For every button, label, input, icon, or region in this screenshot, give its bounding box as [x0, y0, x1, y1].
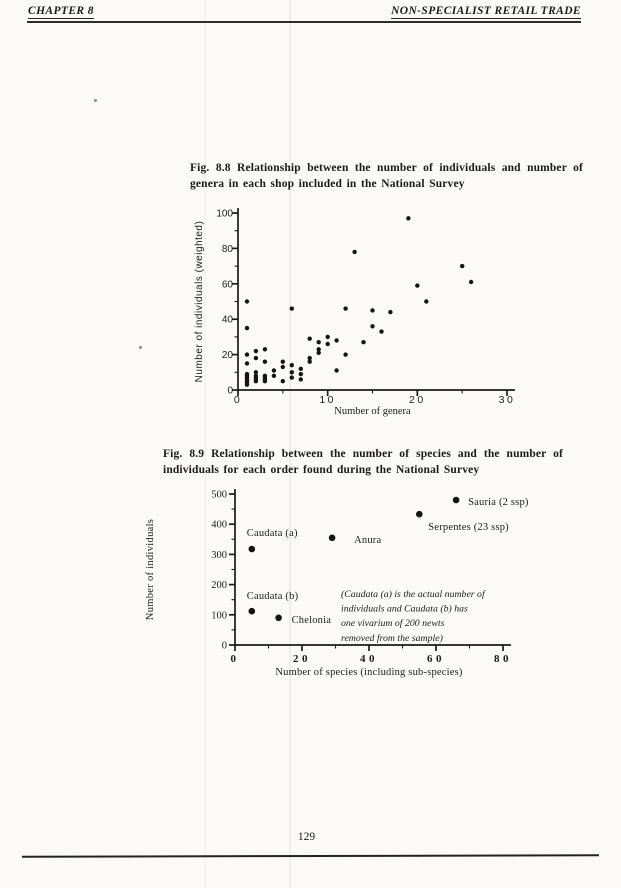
data-point: [275, 615, 282, 622]
header-section-title: NON-SPECIALIST RETAIL TRADE: [391, 5, 581, 17]
point-label: Caudata (b): [246, 591, 299, 603]
data-point: [299, 372, 303, 376]
data-point: [245, 326, 249, 330]
header-rule: [27, 21, 581, 23]
x-tick-label: 20: [293, 653, 311, 665]
y-tick-label: 400: [211, 519, 227, 531]
data-point: [370, 308, 374, 312]
y-tick-label: 20: [221, 350, 233, 362]
data-point: [469, 280, 473, 284]
x-axis-label: Number of species (including sub-species): [275, 667, 463, 678]
data-point: [254, 349, 258, 353]
y-tick-label: 40: [221, 314, 233, 326]
chart-annotation-line: one vivarium of 200 newts: [341, 618, 445, 630]
y-tick-label: 200: [211, 580, 227, 592]
y-tick-label: 300: [211, 549, 227, 561]
data-point: [290, 363, 294, 367]
scan-artifact-line: [289, 0, 291, 888]
y-tick-label: 60: [221, 279, 233, 291]
data-point: [249, 546, 256, 553]
chart-annotation-line: (Caudata (a) is the actual number of: [341, 589, 485, 600]
y-tick-label: 80: [221, 243, 233, 255]
data-point: [299, 367, 303, 371]
y-axis-label: Number of individuals (weighted): [194, 220, 205, 383]
x-tick-label: 40: [360, 653, 378, 665]
chart-annotation-line: removed from the sample): [341, 632, 443, 644]
data-point: [334, 338, 338, 342]
page-header: [28, 5, 581, 19]
data-point: [415, 283, 419, 287]
data-point: [416, 511, 423, 518]
point-label: Anura: [354, 534, 382, 546]
data-point: [245, 361, 249, 365]
data-point: [263, 347, 267, 351]
data-point: [343, 306, 347, 310]
data-point: [317, 351, 321, 355]
data-point: [388, 310, 392, 314]
data-point: [352, 250, 356, 254]
data-point: [460, 264, 464, 268]
data-point: [272, 374, 276, 378]
data-point: [308, 337, 312, 341]
data-point: [329, 535, 336, 542]
x-tick-label: 10: [319, 394, 337, 406]
chart-annotation-line: individuals and Caudata (b) has: [341, 603, 468, 615]
x-axis-label: Number of genera: [334, 406, 411, 417]
data-point: [406, 216, 410, 220]
figure-8-8-scatter-chart: [185, 198, 530, 424]
data-point: [249, 608, 256, 615]
data-point: [281, 379, 285, 383]
x-tick-label: 30: [498, 394, 516, 406]
data-point: [334, 368, 338, 372]
figure-8-9-scatter-chart: [140, 478, 570, 685]
header-chapter-title: CHAPTER 8: [28, 5, 94, 17]
point-label: Serpentes (23 ssp): [428, 522, 509, 534]
point-label: Chelonia: [291, 614, 332, 626]
data-point: [453, 497, 460, 504]
data-point: [245, 352, 249, 356]
point-label: Sauria (2 ssp): [468, 497, 529, 508]
x-tick-label: 0: [233, 394, 243, 406]
data-point: [263, 379, 267, 383]
data-point: [290, 370, 294, 374]
data-point: [290, 375, 294, 379]
data-point: [343, 352, 347, 356]
data-point: [308, 360, 312, 364]
footer-rule: [22, 854, 599, 858]
data-point: [326, 342, 330, 346]
y-tick-label: 500: [211, 489, 227, 501]
data-point: [361, 340, 365, 344]
data-point: [326, 335, 330, 339]
x-tick-label: 60: [427, 653, 445, 665]
page-number: 129: [297, 831, 316, 843]
data-point: [263, 360, 267, 364]
y-tick-label: 0: [227, 385, 233, 397]
data-point: [272, 368, 276, 372]
scan-artifact-line: [204, 0, 206, 888]
figure-8-9-caption: Fig. 8.9 Relationship between the number of species and the number of individuals for each order found during the National Survey: [163, 448, 563, 476]
scan-speck: [94, 99, 97, 102]
x-tick-label: 80: [494, 653, 512, 665]
data-point: [281, 365, 285, 369]
data-point: [379, 329, 383, 333]
data-point: [299, 377, 303, 381]
data-point: [245, 383, 249, 387]
data-point: [424, 299, 428, 303]
point-label: Caudata (a): [246, 528, 298, 539]
axes: [238, 208, 515, 390]
scan-speck: [139, 346, 142, 349]
data-point: [317, 340, 321, 344]
x-tick-label: 20: [408, 394, 426, 406]
x-tick-label: 0: [230, 653, 240, 665]
y-tick-label: 100: [211, 610, 227, 622]
data-point: [254, 356, 258, 360]
data-point: [370, 324, 374, 328]
figure-8-8-caption: Fig. 8.8 Relationship between the number of individuals and number of genera in each shop included in the National Survey: [190, 162, 583, 190]
y-tick-label: 100: [216, 208, 233, 220]
y-axis-label: Number of individuals: [145, 518, 156, 621]
data-point: [281, 360, 285, 364]
y-tick-label: 0: [221, 640, 227, 652]
data-point: [254, 379, 258, 383]
data-point: [245, 299, 249, 303]
data-point: [290, 306, 294, 310]
